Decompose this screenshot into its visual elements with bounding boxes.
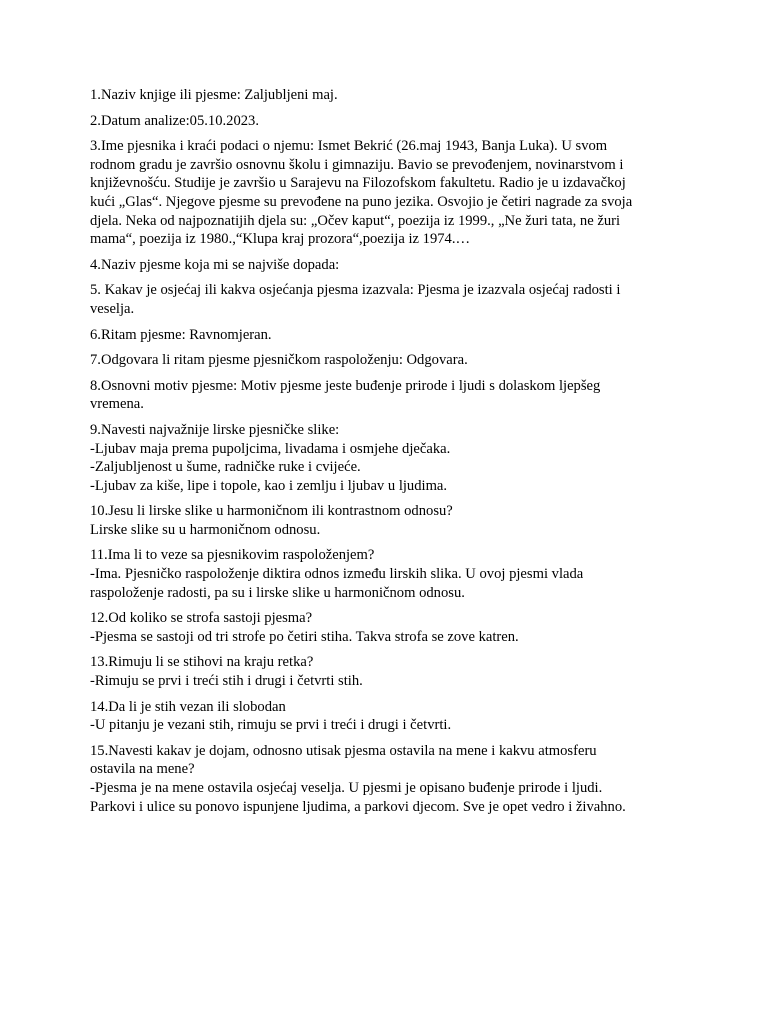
text-line: 4.Naziv pjesme koja mi se najviše dopada: (90, 256, 340, 273)
paragraph-rhyme (90, 653, 690, 690)
text-line: vremena. (90, 396, 144, 413)
text-line: književnošću. Studije je završio u Sarajevu na Filozofskom fakultetu. Radio je u izdavačkoj (90, 175, 626, 192)
text-line: ostavila na mene? (90, 761, 195, 778)
paragraph-poet-info (90, 137, 690, 249)
paragraph-book-title (90, 86, 690, 105)
paragraph-harmony (90, 502, 690, 539)
text-line: -U pitanju je vezani stih, rimuju se prvi i treći i drugi i četvrti. (90, 717, 452, 734)
text-line: 5. Kakav je osjećaj ili kakva osjećanja pjesma izazvala: Pjesma je izazvala osjećaj radosti i (90, 282, 621, 299)
paragraph-lyrical-images (90, 421, 690, 495)
text-line: -Ljubav maja prema pupoljcima, livadama i osmjehe dječaka. (90, 440, 451, 457)
text-line: mama“, poezija iz 1980.,“Klupa kraj prozora“,poezija iz 1974.… (90, 231, 471, 248)
text-line: 14.Da li je stih vezan ili slobodan (90, 698, 286, 715)
text-line: 9.Navesti najvažnije lirske pjesničke slike: (90, 421, 340, 438)
text-line: 12.Od koliko se strofa sastoji pjesma? (90, 610, 313, 627)
text-line: Parkovi i ulice su ponovo ispunjene ljudima, a parkovi djecom. Sve je opet vedro i živahno. (90, 798, 626, 815)
text-line: 8.Osnovni motiv pjesme: Motiv pjesme jeste buđenje prirode i ljudi s dolaskom ljepšeg (90, 377, 601, 394)
text-line: 13.Rimuju li se stihovi na kraju retka? (90, 654, 314, 671)
paragraph-favorite-poem (90, 256, 690, 275)
text-line: 6.Ritam pjesme: Ravnomjeran. (90, 326, 272, 343)
text-line: -Rimuju se prvi i treći stih i drugi i četvrti stih. (90, 673, 363, 690)
text-line: rodnom gradu je završio osnovnu školu i gimnaziju. Bavio se prevođenjem, novinarstvom i (90, 156, 624, 173)
paragraph-impression (90, 742, 690, 816)
text-line: -Zaljubljenost u šume, radničke ruke i cvijeće. (90, 459, 361, 476)
paragraph-main-motif (90, 377, 690, 414)
paragraph-rhythm (90, 326, 690, 345)
paragraph-stanzas (90, 609, 690, 646)
paragraph-rhythm-mood (90, 351, 690, 370)
paragraph-feelings (90, 281, 690, 318)
text-line: -Ljubav za kiše, lipe i topole, kao i zemlju i ljubav u ljudima. (90, 477, 448, 494)
text-line: -Pjesma se sastoji od tri strofe po četiri stiha. Takva strofa se zove katren. (90, 628, 519, 645)
text-line: -Ima. Pjesničko raspoloženje diktira odnos između lirskih slika. U ovoj pjesmi vlada (90, 566, 584, 583)
text-line: 2.Datum analize:05.10.2023. (90, 112, 260, 129)
text-line: 15.Navesti kakav je dojam, odnosno utisak pjesma ostavila na mene i kakvu atmosferu (90, 742, 597, 759)
text-line: 10.Jesu li lirske slike u harmoničnom ili kontrastnom odnosu? (90, 503, 453, 520)
paragraph-analysis-date (90, 112, 690, 131)
text-line: 1.Naziv knjige ili pjesme: Zaljubljeni maj. (90, 87, 338, 103)
text-line: -Pjesma je na mene ostavila osjećaj veselja. U pjesmi je opisano buđenje prirode i ljudi. (90, 780, 603, 796)
text-line: Lirske slike su u harmoničnom odnosu. (90, 521, 321, 538)
text-line: kući „Glas“. Njegove pjesme su prevođene na puno jezika. Osvojio je četiri nagrade za svoja (90, 193, 633, 210)
paragraph-verse-type (90, 698, 690, 735)
document-page (90, 86, 690, 823)
text-line: 3.Ime pjesnika i kraći podaci o njemu: Ismet Bekrić (26.maj 1943, Banja Luka). U svom (90, 138, 608, 155)
text-line: djela. Neka od najpoznatijih djela su: „Očev kaput“, poezija iz 1999., „Ne žuri tata, ne žuri (90, 212, 621, 229)
paragraph-poet-mood (90, 546, 690, 602)
text-line: veselja. (90, 300, 135, 317)
text-line: raspoloženje radosti, pa su i lirske slike u harmoničnom odnosu. (90, 584, 465, 601)
text-line: 7.Odgovara li ritam pjesme pjesničkom raspoloženju: Odgovara. (90, 352, 468, 369)
text-line: 11.Ima li to veze sa pjesnikovim raspoloženjem? (90, 547, 375, 564)
